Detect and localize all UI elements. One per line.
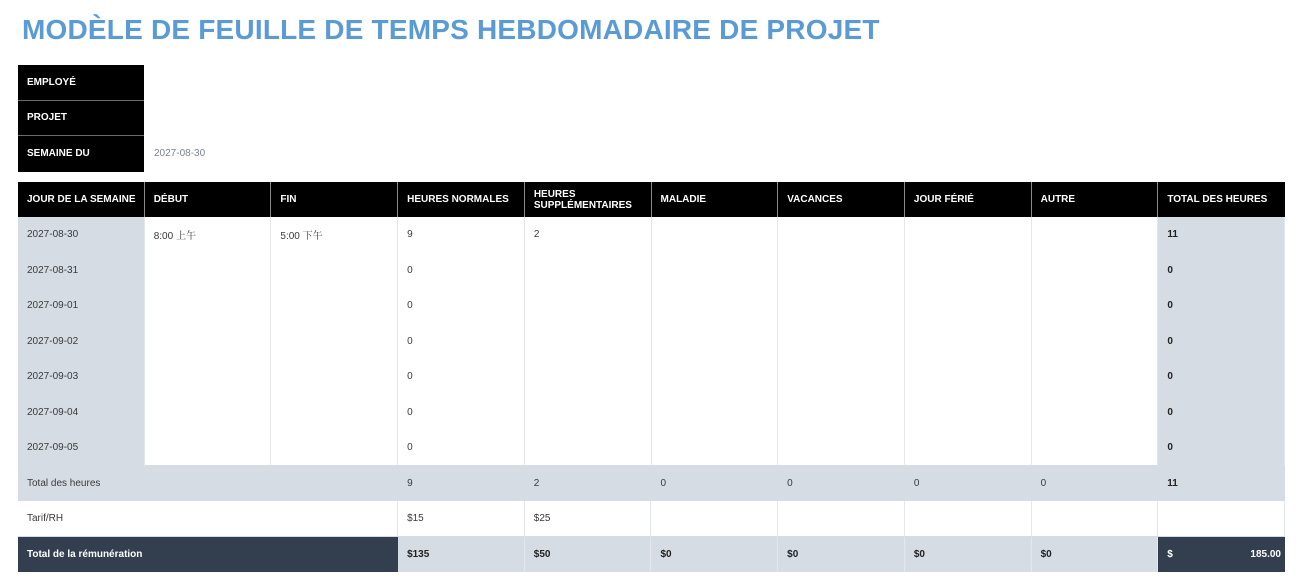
sick-hours-cell[interactable] [652, 395, 779, 431]
other-hours-cell[interactable] [1032, 359, 1159, 395]
sick-hours-cell[interactable] [652, 430, 779, 466]
employee-label: EMPLOYÉ [18, 65, 144, 101]
pay-row [18, 537, 1285, 572]
start-time-cell[interactable] [145, 324, 272, 360]
total-hours-cell: 0 [1158, 359, 1285, 395]
employee-field[interactable] [144, 65, 344, 101]
start-time-cell[interactable]: 8:00 上午 [145, 217, 272, 253]
header-day: JOUR DE LA SEMAINE [18, 182, 145, 217]
holiday-hours-cell[interactable] [905, 430, 1032, 466]
holiday-hours-cell[interactable] [905, 217, 1032, 253]
header-sick: MALADIE [652, 182, 779, 217]
sick-hours-cell[interactable] [652, 217, 779, 253]
pay-vacation: $0 [778, 537, 905, 572]
table-row [18, 324, 1285, 360]
pay-currency: $ [1167, 548, 1173, 560]
week-field[interactable]: 2027-08-30 [154, 148, 206, 160]
holiday-hours-cell[interactable] [905, 253, 1032, 289]
vacation-hours-cell[interactable] [778, 324, 905, 360]
overtime-hours-cell[interactable] [525, 359, 652, 395]
vacation-hours-cell[interactable] [778, 395, 905, 431]
rate-total [1158, 501, 1285, 536]
other-hours-cell[interactable] [1032, 324, 1159, 360]
holiday-hours-cell[interactable] [905, 324, 1032, 360]
totals-sick: 0 [660, 477, 667, 489]
timesheet-table [18, 182, 1285, 572]
timesheet-info [18, 65, 344, 172]
week-label: SEMAINE DU [18, 136, 144, 172]
start-time-cell[interactable] [145, 430, 272, 466]
pay-total-value: 185.00 [1250, 548, 1281, 560]
vacation-hours-cell[interactable] [778, 359, 905, 395]
day-cell: 2027-08-30 [18, 217, 145, 253]
table-header [18, 182, 1285, 217]
holiday-hours-cell[interactable] [905, 288, 1032, 324]
rate-holiday[interactable] [905, 501, 1032, 536]
regular-hours-cell[interactable]: 0 [398, 288, 525, 324]
header-vacation: VACANCES [778, 182, 905, 217]
totals-row [18, 466, 1285, 502]
rate-label: Tarif/RH [18, 501, 398, 536]
total-hours-cell: 0 [1158, 324, 1285, 360]
day-cell: 2027-08-31 [18, 253, 145, 289]
totals-other: 0 [1040, 477, 1047, 489]
end-time-cell[interactable]: 5:00 下午 [271, 217, 398, 253]
table-row [18, 288, 1285, 324]
sick-hours-cell[interactable] [652, 288, 779, 324]
start-time-cell[interactable] [145, 288, 272, 324]
other-hours-cell[interactable] [1032, 430, 1159, 466]
header-other: AUTRE [1032, 182, 1159, 217]
end-time-cell[interactable] [271, 359, 398, 395]
rate-other[interactable] [1032, 501, 1159, 536]
total-hours-cell: 0 [1158, 395, 1285, 431]
totals-holiday: 0 [913, 477, 920, 489]
other-hours-cell[interactable] [1032, 395, 1159, 431]
page-title: MODÈLE DE FEUILLE DE TEMPS HEBDOMADAIRE DE PROJET [22, 14, 880, 45]
other-hours-cell[interactable] [1032, 288, 1159, 324]
end-time-cell[interactable] [271, 288, 398, 324]
employee-row [18, 65, 344, 101]
pay-other: $0 [1032, 537, 1159, 572]
table-row [18, 430, 1285, 466]
overtime-hours-cell[interactable]: 2 [525, 217, 652, 253]
overtime-hours-cell[interactable] [525, 324, 652, 360]
day-cell: 2027-09-05 [18, 430, 145, 466]
week-row [18, 136, 344, 172]
regular-hours-cell[interactable]: 0 [398, 253, 525, 289]
totals-overtime: 2 [533, 477, 540, 489]
project-field[interactable] [144, 101, 344, 137]
table-row [18, 359, 1285, 395]
totals-label: Total des heures [27, 477, 101, 489]
start-time-cell[interactable] [145, 359, 272, 395]
regular-hours-cell[interactable]: 0 [398, 430, 525, 466]
totals-total: 11 [1167, 477, 1178, 489]
table-row [18, 217, 1285, 253]
day-cell: 2027-09-04 [18, 395, 145, 431]
regular-hours-cell[interactable]: 0 [398, 324, 525, 360]
total-hours-cell: 0 [1158, 430, 1285, 466]
start-time-cell[interactable] [145, 395, 272, 431]
pay-label: Total de la rémunération [18, 537, 398, 572]
rate-vacation[interactable] [778, 501, 905, 536]
start-time-cell[interactable] [145, 253, 272, 289]
overtime-hours-cell[interactable] [525, 395, 652, 431]
vacation-hours-cell[interactable] [778, 217, 905, 253]
sick-hours-cell[interactable] [652, 359, 779, 395]
end-time-cell[interactable] [271, 253, 398, 289]
regular-hours-cell[interactable]: 0 [398, 359, 525, 395]
pay-regular: $135 [398, 537, 525, 572]
pay-holiday: $0 [905, 537, 1032, 572]
rate-regular[interactable]: $15 [398, 501, 525, 536]
overtime-hours-cell[interactable] [525, 288, 652, 324]
pay-overtime: $50 [525, 537, 652, 572]
end-time-cell[interactable] [271, 324, 398, 360]
vacation-hours-cell[interactable] [778, 430, 905, 466]
overtime-hours-cell[interactable] [525, 253, 652, 289]
other-hours-cell[interactable] [1032, 217, 1159, 253]
table-row [18, 395, 1285, 431]
totals-regular: 9 [407, 477, 413, 489]
total-hours-cell: 11 [1158, 217, 1285, 253]
project-label: PROJET [18, 101, 144, 137]
sick-hours-cell[interactable] [652, 253, 779, 289]
rate-row [18, 501, 1285, 537]
other-hours-cell[interactable] [1032, 253, 1159, 289]
day-cell: 2027-09-03 [18, 359, 145, 395]
sick-hours-cell[interactable] [652, 324, 779, 360]
header-regular: HEURES NORMALES [398, 182, 525, 217]
total-hours-cell: 0 [1158, 253, 1285, 289]
header-start: DÉBUT [145, 182, 272, 217]
rate-sick[interactable] [651, 501, 778, 536]
table-row [18, 253, 1285, 289]
project-row [18, 101, 344, 137]
pay-total [1158, 537, 1285, 572]
total-hours-cell: 0 [1158, 288, 1285, 324]
holiday-hours-cell[interactable] [905, 395, 1032, 431]
header-end: FIN [271, 182, 398, 217]
day-cell: 2027-09-02 [18, 324, 145, 360]
rate-overtime[interactable]: $25 [525, 501, 652, 536]
end-time-cell[interactable] [271, 430, 398, 466]
vacation-hours-cell[interactable] [778, 288, 905, 324]
pay-sick: $0 [651, 537, 778, 572]
totals-vacation: 0 [787, 477, 793, 489]
overtime-hours-cell[interactable] [525, 430, 652, 466]
header-overtime: HEURES SUPPLÉMENTAIRES [525, 182, 652, 217]
regular-hours-cell[interactable]: 9 [398, 217, 525, 253]
end-time-cell[interactable] [271, 395, 398, 431]
header-total: TOTAL DES HEURES [1167, 194, 1268, 205]
vacation-hours-cell[interactable] [778, 253, 905, 289]
day-cell: 2027-09-01 [18, 288, 145, 324]
header-holiday: JOUR FÉRIÉ [905, 182, 1032, 217]
regular-hours-cell[interactable]: 0 [398, 395, 525, 431]
holiday-hours-cell[interactable] [905, 359, 1032, 395]
